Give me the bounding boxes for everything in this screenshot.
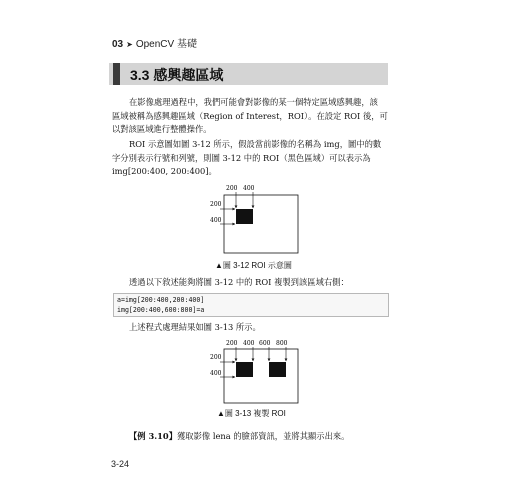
- chapter-title: OpenCV 基礎: [135, 39, 197, 50]
- paragraph-line: 區域被稱為感興趣區域（Region of Interest，ROI）。在設定 ROI 後，可: [112, 110, 388, 121]
- paragraph-line: 字分別表示行號和列號，則圖 3-12 中的 ROI（黑色區域）可以表示為: [112, 152, 371, 163]
- caption-triangle-icon: ▲: [217, 409, 225, 418]
- paragraph-line: 在影像處理過程中，我們可能會對影像的某一個特定區域感興趣，該: [129, 97, 378, 107]
- example-text: 獲取影像 lena 的臉部資訊，並將其顯示出來。: [177, 431, 350, 441]
- left-label-400: 400: [210, 370, 222, 377]
- caption-triangle-icon: ▲: [215, 261, 223, 270]
- figure-caption-3-12: [215, 260, 292, 271]
- paragraph-line: 透過以下敘述能夠將圖 3-12 中的 ROI 複製到該區域右側：: [129, 277, 349, 287]
- left-label-200: 200: [210, 354, 222, 361]
- image-frame: [224, 195, 298, 253]
- copied-roi-region: [269, 362, 286, 377]
- caption-text: 圖 3-13 複製 ROI: [224, 409, 286, 418]
- top-label-200: 200: [226, 340, 238, 347]
- roi-region: [236, 209, 253, 224]
- figure-roi-diagram: [200, 182, 310, 257]
- code-line: a=img[200:400,200:400]: [117, 296, 205, 304]
- paragraph-line: ROI 示意圖如圖 3-12 所示，假設當前影像的名稱為 img，圖中的數: [129, 139, 382, 149]
- code-line: img[200:400,600:800]=a: [117, 306, 205, 314]
- running-header: [112, 35, 197, 50]
- section-name: 感興趣區域: [153, 67, 224, 83]
- paragraph-line: 以對該區域進行整體操作。: [112, 124, 212, 134]
- caption-text: 圖 3-12 ROI 示意圖: [222, 261, 292, 270]
- chapter-number: 03: [112, 39, 124, 50]
- paragraph-line: 上述程式處理結果如圖 3-13 所示。: [129, 322, 261, 332]
- code-block: [113, 293, 389, 317]
- figure-copy-roi-diagram: [200, 337, 310, 405]
- paragraph-copy-intro: [112, 276, 390, 290]
- page-number: 3-24: [111, 459, 130, 469]
- section-title: [130, 65, 223, 85]
- paragraph-line: img[200:400, 200:400]。: [112, 166, 217, 176]
- example-label: 【例 3.10】: [129, 431, 177, 441]
- top-label-400: 400: [243, 340, 255, 347]
- paragraph-result: [112, 321, 390, 335]
- roi-region: [236, 362, 253, 377]
- header-arrow-icon: ➤: [126, 40, 133, 49]
- section-marker: [113, 63, 120, 85]
- image-frame: [224, 349, 298, 403]
- paragraph-roi-description: [112, 138, 390, 179]
- left-label-200: 200: [210, 201, 222, 208]
- top-label-200: 200: [226, 185, 238, 192]
- example-heading: [112, 430, 390, 444]
- top-label-800: 800: [276, 340, 288, 347]
- left-label-400: 400: [210, 217, 222, 224]
- paragraph-intro: [112, 96, 390, 137]
- figure-caption-3-13: [217, 408, 286, 419]
- top-label-400: 400: [243, 185, 255, 192]
- top-label-600: 600: [259, 340, 271, 347]
- section-number: 3.3: [130, 67, 150, 83]
